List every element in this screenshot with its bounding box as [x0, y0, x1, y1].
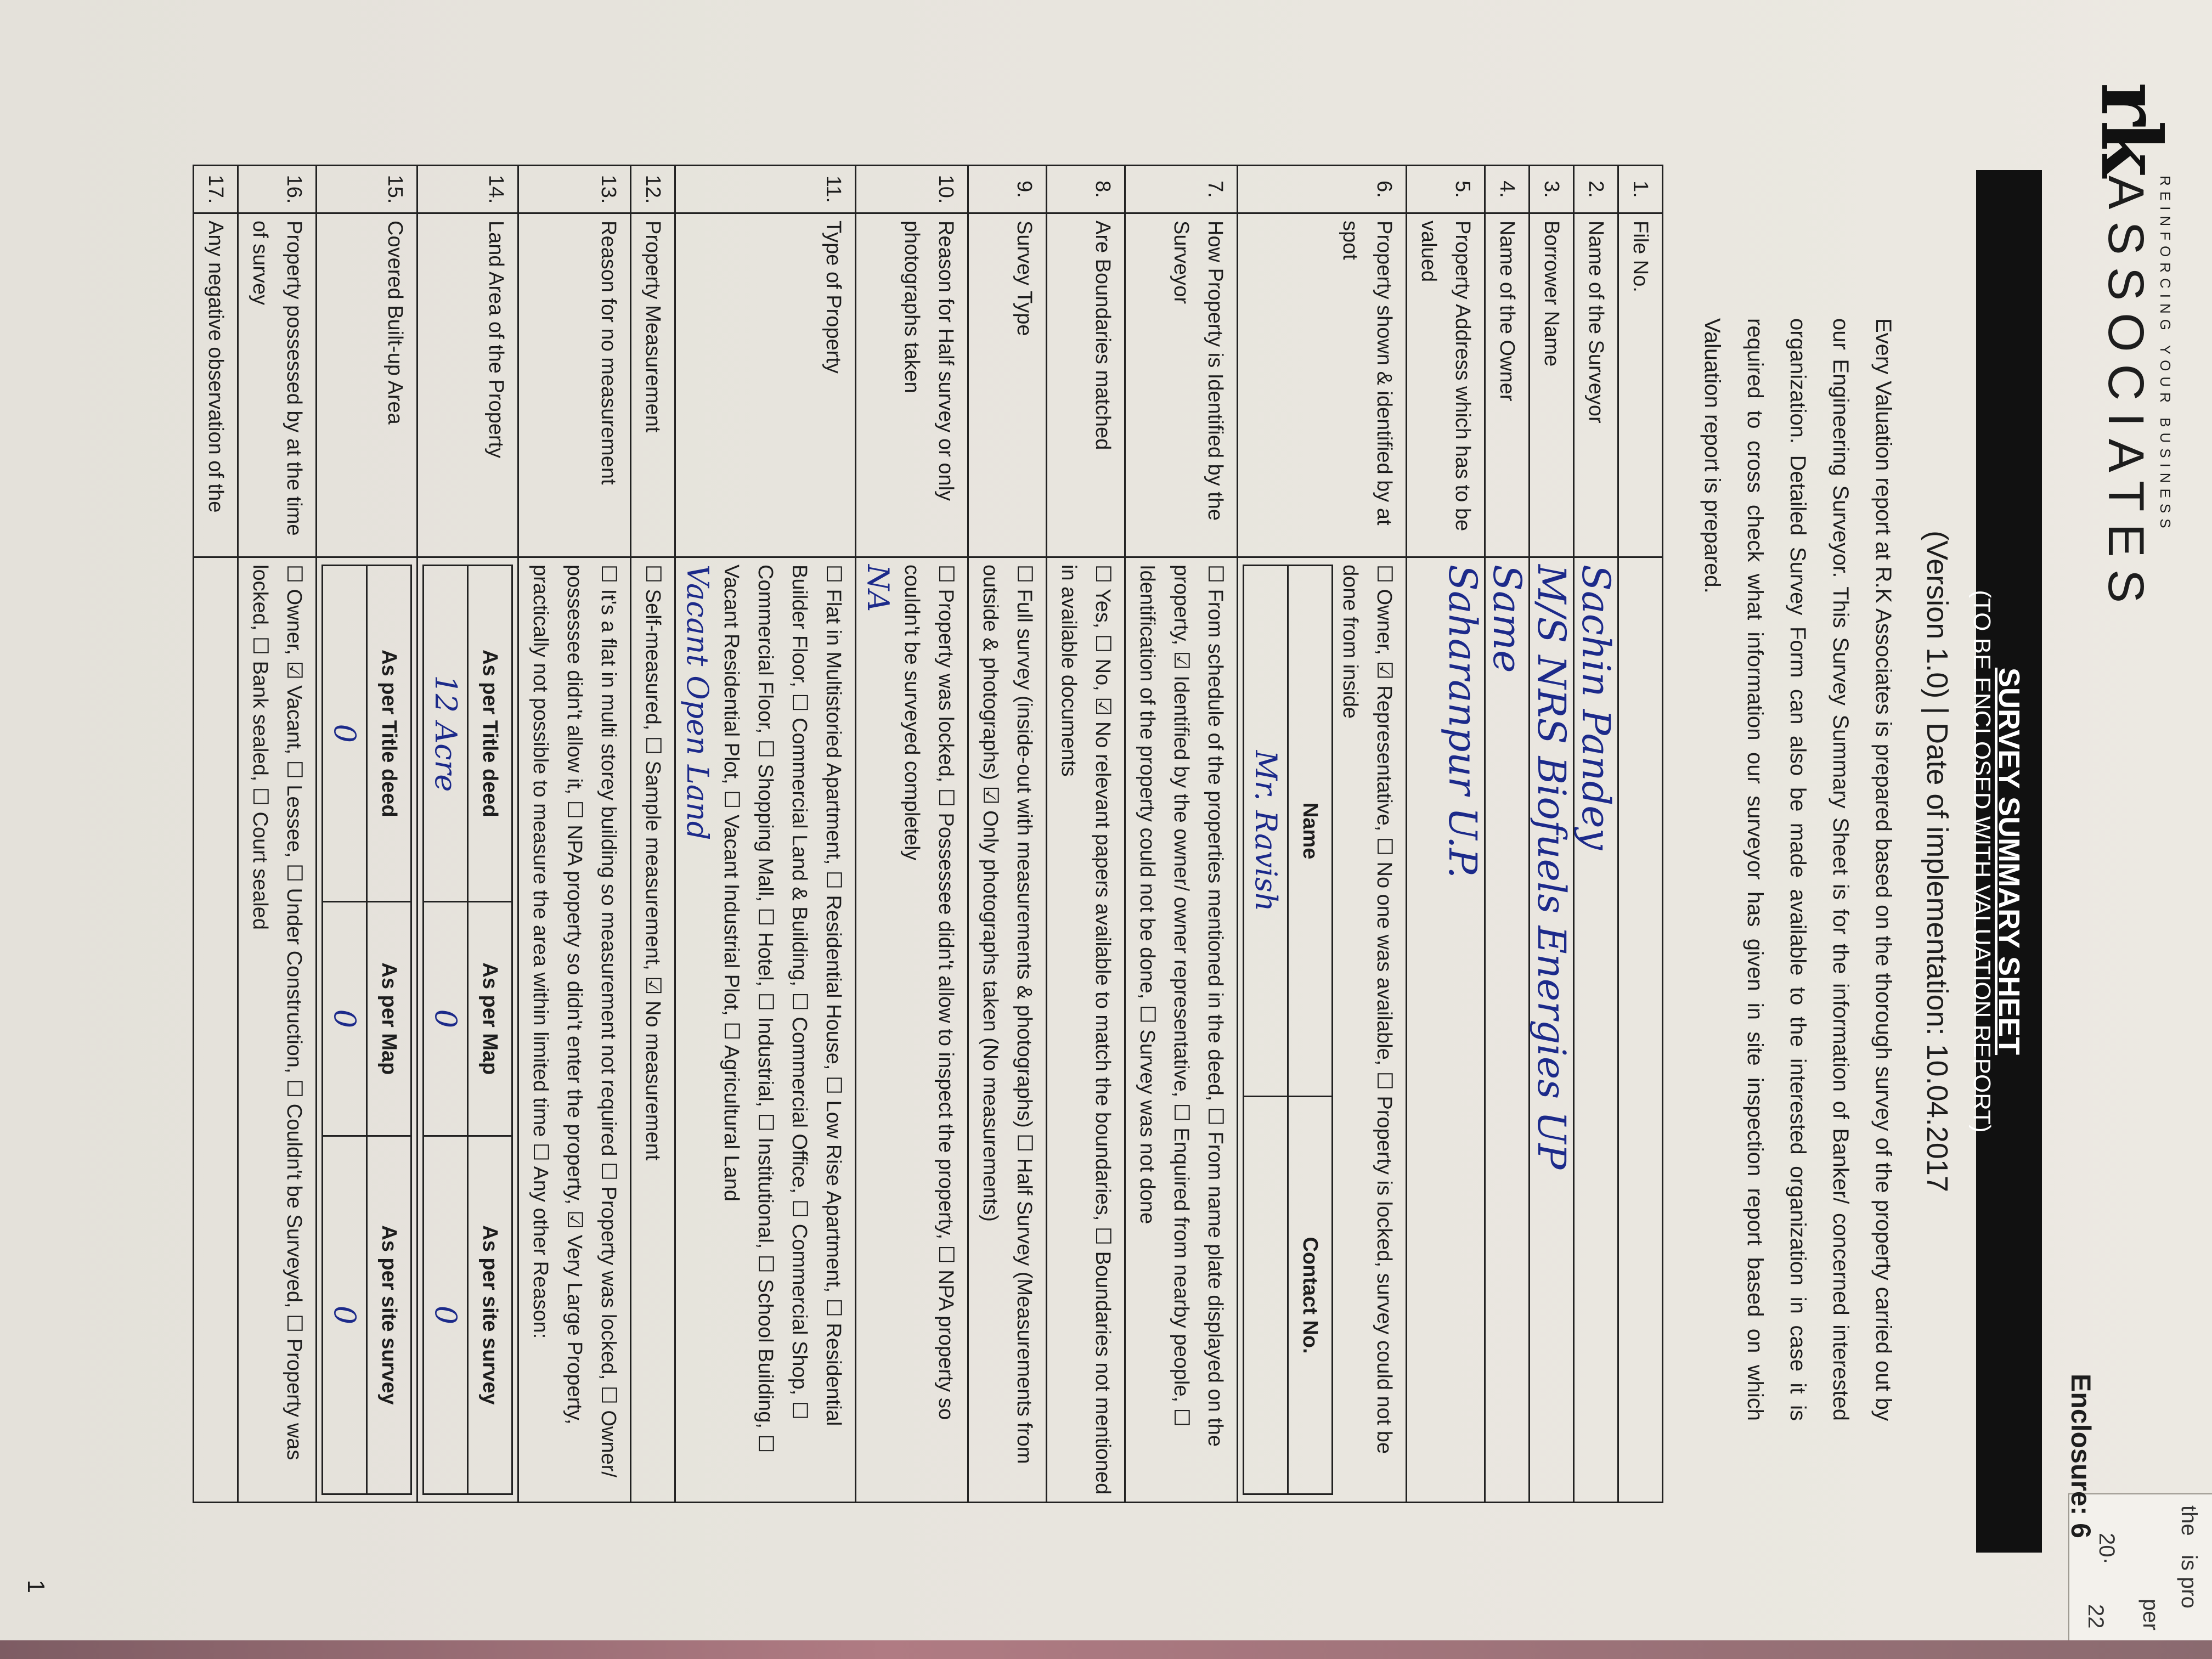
row-value	[968, 557, 1047, 1503]
row-value-text: ☐ Full survey (inside-out with measurements & photographs) ☐ Half Survey (Measurements from outside & photographs) ☑ Only photographs taken (No measurements)	[979, 565, 1036, 1464]
contact-number-value	[1244, 1097, 1288, 1494]
row-number: 12.	[631, 166, 675, 213]
row-value	[1618, 557, 1663, 1503]
row-value	[417, 557, 518, 1503]
form-row	[518, 166, 631, 1503]
row-value	[1485, 557, 1530, 1503]
row-value	[631, 557, 675, 1503]
row-value	[856, 557, 968, 1503]
row-value-text: ☐ It's a flat in multi storey building so measurement not required ☐ Property was locked, ☐ Owner/ possessee didn't allow it, ☐ NPA property so didn't enter the property, ☑ Very Large Property, practically not possible to measure the area within limited time ☐ Any other Reason:	[529, 565, 620, 1477]
row-number: 4.	[1485, 166, 1530, 213]
page-number: 1	[22, 1579, 49, 1593]
logo-tagline: REINFORCING YOUR BUSINESS	[2157, 176, 2174, 534]
row-label: Type of Property	[675, 213, 856, 557]
row-value	[1407, 557, 1485, 1503]
area-column-header: As per Title deed	[468, 566, 512, 902]
form-row	[1407, 166, 1485, 1503]
row-label: Borrower Name	[1530, 213, 1574, 557]
area-value: 0	[424, 901, 468, 1136]
row-value	[317, 557, 417, 1503]
area-column-header: As per Title deed	[367, 566, 411, 902]
row-value-text: ☐ Yes, ☐ No, ☑ No relevant papers available to match the boundaries, ☐ Boundaries not mentioned in available documents	[1057, 565, 1114, 1495]
form-row	[317, 166, 417, 1503]
row-value-text: ☐ From schedule of the properties mentioned in the deed, ☐ From name plate displayed on the property, ☑ Identified by the owner/ owner representative, ☐ Enquired from nearby people, ☐ Identification of the property could not be done, ☐ Survey was not done	[1136, 565, 1227, 1447]
form-row	[1574, 166, 1618, 1503]
intro-paragraph: Every Valuation report at R.K Associates is prepared based on the thorough survey of the property carried out by our Engineering Surveyor. This Survey Summary Sheet is for the information of Banker/ concerned interested organization. Detailed Survey Form can also be made available to the interested organization in case it is required to cross check what information our surveyor has given in site inspection report based on which Valuation report is prepared.	[1700, 318, 1895, 1421]
handwritten-note: Vacant Open Land	[680, 565, 715, 840]
row-label: Any negative observation of the	[194, 213, 238, 557]
row-number: 13.	[518, 166, 631, 213]
row-label: Reason for Half survey or only photographs taken	[856, 213, 968, 557]
row-number: 17.	[194, 166, 238, 213]
row-label: Land Area of the Property	[417, 213, 518, 557]
row-number: 15.	[317, 166, 417, 213]
corner-text-a: the	[2177, 1505, 2201, 1536]
area-column-header: As per site survey	[367, 1136, 411, 1494]
row-label: File No.	[1618, 213, 1663, 557]
sheet-subtitle: (TO BE ENCLOSED WITH VALUATION REPORT)	[1968, 590, 1995, 1133]
name-header: Name	[1288, 566, 1333, 1097]
area-column-header: As per Map	[468, 901, 512, 1136]
row-label: Property shown & identified by at spot	[1238, 213, 1407, 557]
form-row	[1125, 166, 1238, 1503]
contact-header: Contact No.	[1288, 1097, 1333, 1494]
row-number: 1.	[1618, 166, 1663, 213]
area-column-header: As per Map	[367, 901, 411, 1136]
row-number: 3.	[1530, 166, 1574, 213]
form-row	[1618, 166, 1663, 1503]
form-row	[631, 166, 675, 1503]
row-number: 16.	[238, 166, 317, 213]
version-line: (Version 1.0) | Date of implementation: 10.04.2017	[1921, 531, 1954, 1192]
area-value: 0	[323, 1136, 367, 1494]
corner-text-e: 22	[2084, 1604, 2108, 1629]
row-value-text: Same	[1485, 565, 1530, 673]
row-label: Property Measurement	[631, 213, 675, 557]
row-value	[1530, 557, 1574, 1503]
form-row	[1485, 166, 1530, 1503]
form-row	[856, 166, 968, 1503]
form-row	[194, 166, 238, 1503]
row-value-text: ☐ Flat in Multistoried Apartment, ☐ Residential House, ☐ Low Rise Apartment, ☐ Residential Builder Floor, ☐ Commercial Land & Building, ☐ Commercial Office, ☐ Commercial Shop, ☐ Commercial Floor, ☐ Shopping Mall, ☐ Hotel, ☐ Industrial, ☐ Institutional, ☐ School Building, ☐ Vacant Residential Plot, ☐ Vacant Industrial Plot, ☐ Agricultural Land	[720, 565, 845, 1453]
row-value	[238, 557, 317, 1503]
row-value	[675, 557, 856, 1503]
area-value: 0	[424, 1136, 468, 1494]
fabric-edge	[0, 1640, 2212, 1659]
row-value-text: ☐ Self-measured, ☐ Sample measurement, ☑ No measurement	[641, 565, 664, 1161]
contact-name-value: Mr. Ravish	[1244, 566, 1288, 1097]
row-label: Are Boundaries matched	[1047, 213, 1125, 557]
row-number: 14.	[417, 166, 518, 213]
form-row	[1047, 166, 1125, 1503]
row-value	[1047, 557, 1125, 1503]
corner-text-d: 20·	[2095, 1533, 2119, 1565]
enclosure-label: Enclosure: 6	[2066, 1373, 2096, 1538]
row-label: Survey Type	[968, 213, 1047, 557]
area-value: 0	[323, 566, 367, 902]
form-row	[1530, 166, 1574, 1503]
survey-table	[193, 165, 1663, 1503]
row-value-text: Saharanpur U.P.	[1440, 565, 1485, 879]
row-label: Name of the Surveyor	[1574, 213, 1618, 557]
area-value: 12 Acre	[424, 566, 468, 902]
row-value	[518, 557, 631, 1503]
row-label: Property possessed by at the time of survey	[238, 213, 317, 557]
row-value-text: ☐ Property was locked, ☐ Possessee didn't allow to inspect the property, ☐ NPA property so couldn't be surveyed completely	[900, 565, 957, 1420]
row-label: Property Address which has to be valued	[1407, 213, 1485, 557]
row-value-text: ☐ Owner, ☑ Vacant, ☐ Lessee, ☐ Under Construction, ☐ Couldn't be Surveyed, ☐ Property was locked, ☐ Bank sealed, ☐ Court sealed	[249, 565, 306, 1460]
area-grid	[321, 565, 412, 1495]
area-grid	[422, 565, 513, 1495]
corner-text-b: is pro	[2177, 1555, 2201, 1609]
row-label: Name of the Owner	[1485, 213, 1530, 557]
sheet-title: SURVEY SUMMARY SHEET	[1993, 667, 2025, 1056]
area-column-header: As per site survey	[468, 1136, 512, 1494]
row-label: Reason for no measurement	[518, 213, 631, 557]
form-row	[968, 166, 1047, 1503]
row-number: 10.	[856, 166, 968, 213]
row-number: 2.	[1574, 166, 1618, 213]
area-value: 0	[323, 901, 367, 1136]
form-row	[238, 166, 317, 1503]
form-row	[675, 166, 856, 1503]
row-number: 6.	[1238, 166, 1407, 213]
form-row	[417, 166, 518, 1503]
logo-mark: rk	[2083, 82, 2179, 172]
row-value	[1574, 557, 1618, 1503]
corner-text-c: per	[2138, 1599, 2163, 1630]
row-number: 5.	[1407, 166, 1485, 213]
row-label: Covered Built-up Area	[317, 213, 417, 557]
logo-name: ASSOCIATES	[2098, 176, 2154, 616]
row-number: 8.	[1047, 166, 1125, 213]
row-label: How Property is Identified by the Surveyor	[1125, 213, 1238, 557]
handwritten-note: NA	[861, 565, 895, 612]
company-logo	[2083, 82, 2179, 616]
form-row	[1238, 166, 1407, 1503]
row-value	[194, 557, 238, 1503]
row-value	[1238, 557, 1407, 1503]
row-number: 7.	[1125, 166, 1238, 213]
contact-grid	[1243, 565, 1333, 1495]
row-number: 9.	[968, 166, 1047, 213]
row-value-text: M/S NRS Biofuels Energies UP	[1529, 565, 1574, 1170]
row-value-text: ☐ Owner, ☑ Representative, ☐ No one was available, ☐ Property is locked, survey could not be done from inside	[1339, 565, 1396, 1454]
row-value	[1125, 557, 1238, 1503]
row-number: 11.	[675, 166, 856, 213]
row-value-text: Sachin Pandey	[1573, 565, 1618, 850]
